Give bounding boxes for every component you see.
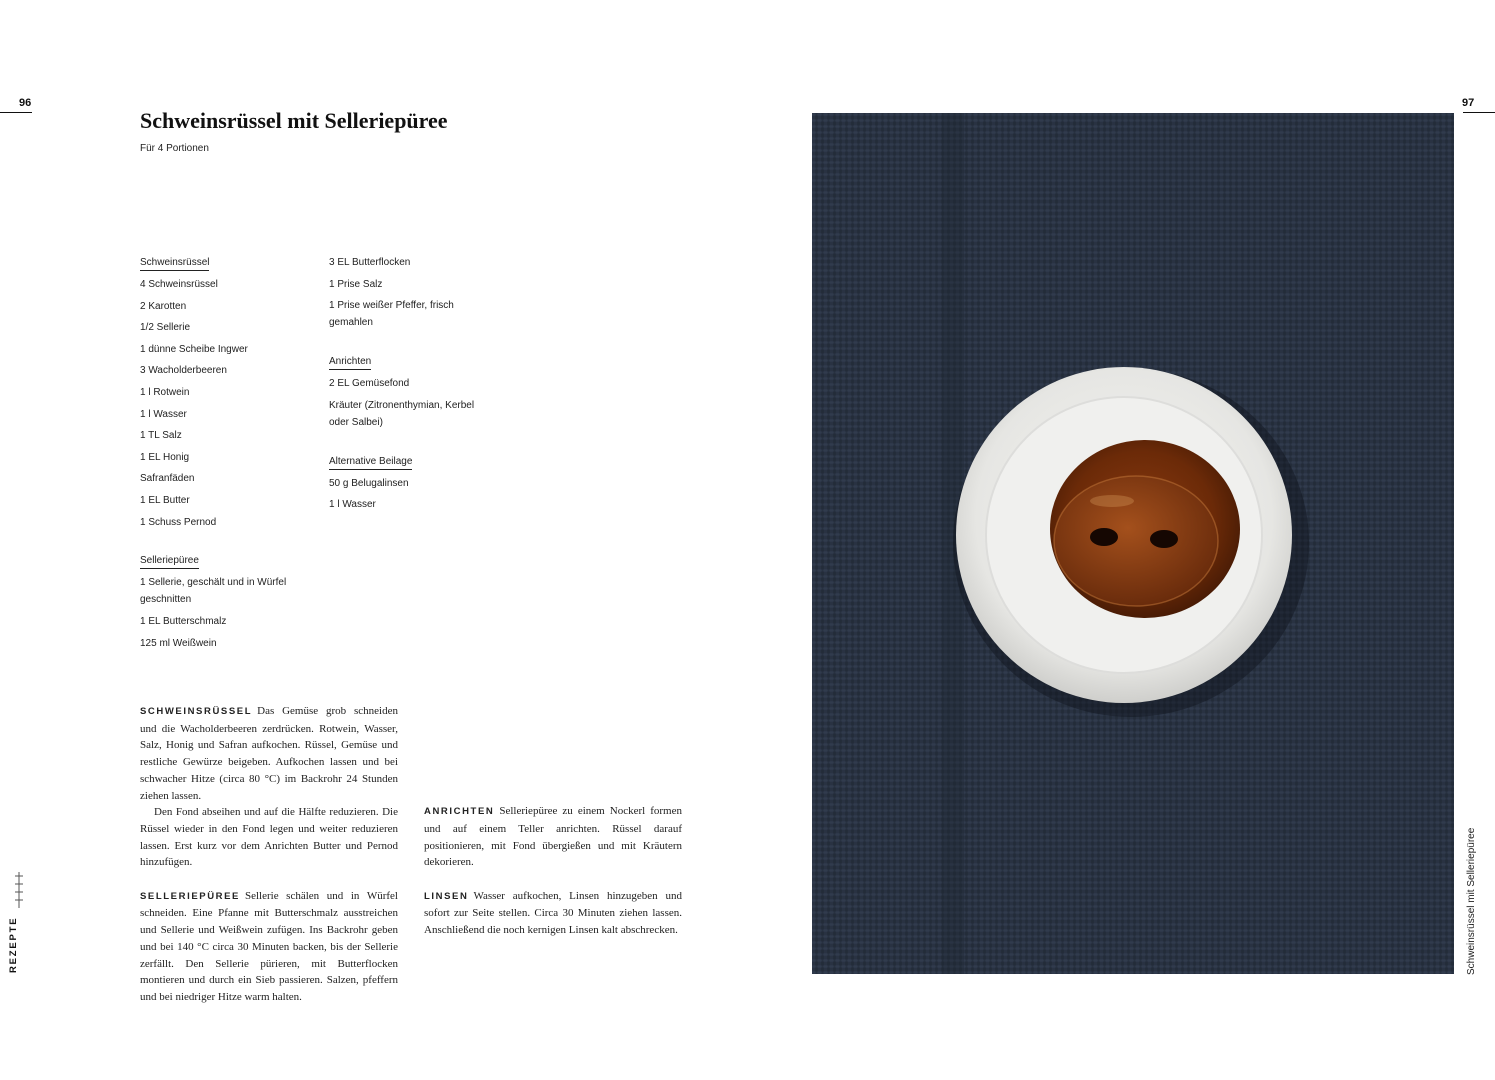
ingredient-item: 1 EL Butter xyxy=(140,494,190,506)
method-paragraph xyxy=(424,803,682,871)
method-text: Sellerie schälen und in Würfel schneiden. Eine Pfanne mit Butterschmalz ausstreichen und Sellerie und Weißwein zufügen. Ins Backrohr geben und bei 140 °C circa 30 Minuten backen, bis der Sellerie zerfällt. Den Sellerie pürieren, mit Butterflocken montieren und durch ein Sieb passieren. Salzen, pfeffern und bei niedriger Hitze warm halten. xyxy=(140,889,398,1003)
servings: Für 4 Portionen xyxy=(140,143,209,154)
ingredient-heading: Anrichten xyxy=(329,355,371,370)
ingredient-item: 2 EL Gemüsefond xyxy=(329,378,410,390)
ingredient-heading: Selleriepüree xyxy=(140,554,199,569)
method-text: Selleriepüree zu einem Nockerl formen und auf einem Teller anrichten. Rüssel darauf positionieren, mit Fond übergießen und mit Kräutern dekorieren. xyxy=(424,805,682,869)
ingredient-item: 4 Schweinsrüssel xyxy=(140,279,218,290)
ingredient-item: 1 l Rotwein xyxy=(140,386,190,398)
ingredient-item: 1 EL Honig xyxy=(140,451,190,463)
method-keyword: ANRICHTEN xyxy=(424,806,495,818)
ingredient-item: 50 g Belugalinsen xyxy=(329,477,409,489)
method-keyword: SELLERIEPÜREE xyxy=(140,890,240,902)
ingredient-item: 1 l Wasser xyxy=(140,408,187,420)
recipe-title: Schweinsrüssel mit Selleriepüree xyxy=(140,108,448,133)
page-number-right: 97 xyxy=(1462,97,1475,109)
dish-illustration xyxy=(812,113,1454,974)
chapter-ornament-icon xyxy=(12,870,26,910)
ingredient-item: 3 Wacholderbeeren xyxy=(140,365,227,377)
page-number-left: 96 xyxy=(19,97,32,109)
ingredient-item: 1 Prise Salz xyxy=(329,278,383,290)
method-keyword: LINSEN xyxy=(424,890,469,902)
ingredient-heading: Alternative Beilage xyxy=(329,455,412,470)
ingredient-item: 1 Prise weißer Pfeffer, frisch gemahlen xyxy=(329,300,454,329)
ingredient-item: Kräuter (Zitronenthymian, Kerbel oder Salbei) xyxy=(329,399,475,428)
dish-photo xyxy=(812,113,1454,974)
ingredient-item: 1 dünne Scheibe Ingwer xyxy=(140,343,248,355)
method-paragraph: Den Fond abseihen und auf die Hälfte reduzieren. Die Rüssel wieder in den Fond legen und weiter reduzieren lassen. Erst kurz vor dem Anrichten Butter und Pernod hinzufügen. xyxy=(140,806,398,869)
method-column-1 xyxy=(140,703,398,1006)
method-keyword: SCHWEINSRÜSSEL xyxy=(140,706,253,717)
photo-caption: Schweinsrüssel mit Selleriepüree xyxy=(1466,827,1477,975)
method-text: Das Gemüse grob schneiden und die Wacholderbeeren zerdrücken. Rotwein, Wasser, Salz, Honig und Safran aufkochen. Rüssel, Gemüse und restliche Gewürze beigeben. Aufkochen lassen und bei schwacher Hitze (circa 80 °C) im Backrohr 24 Stunden ziehen lassen. xyxy=(140,705,398,802)
ingredient-item: 1/2 Sellerie xyxy=(140,322,191,334)
chapter-side-label: REZEPTE xyxy=(8,916,19,973)
method-paragraph xyxy=(140,888,398,1006)
ingredient-item: 1 EL Butterschmalz xyxy=(140,616,227,628)
ingredient-item: 125 ml Weißwein xyxy=(140,637,217,649)
ingredient-item: 1 Sellerie, geschält und in Würfel geschnitten xyxy=(140,577,287,606)
method-text: Wasser aufkochen, Linsen hinzugeben und sofort zur Seite stellen. Circa 30 Minuten ziehen lassen. Anschließend die noch kernigen Linsen kalt abschrecken. xyxy=(424,889,682,937)
method-column-2 xyxy=(424,703,682,939)
page-number-rule-left xyxy=(0,112,32,113)
ingredients-column-2 xyxy=(329,254,489,518)
method-paragraph xyxy=(140,703,398,804)
ingredient-item: 1 TL Salz xyxy=(140,430,182,442)
ingredients-column-1 xyxy=(140,254,300,656)
ingredient-item: 3 EL Butterflocken xyxy=(329,257,411,268)
ingredient-heading: Schweinsrüssel xyxy=(140,256,209,271)
ingredient-item: 2 Karotten xyxy=(140,300,187,312)
ingredient-item: Safranfäden xyxy=(140,473,195,485)
page-number-rule-right xyxy=(1463,112,1495,113)
method-paragraph xyxy=(424,888,682,939)
ingredient-item: 1 Schuss Pernod xyxy=(140,516,217,528)
ingredient-item: 1 l Wasser xyxy=(329,499,376,511)
